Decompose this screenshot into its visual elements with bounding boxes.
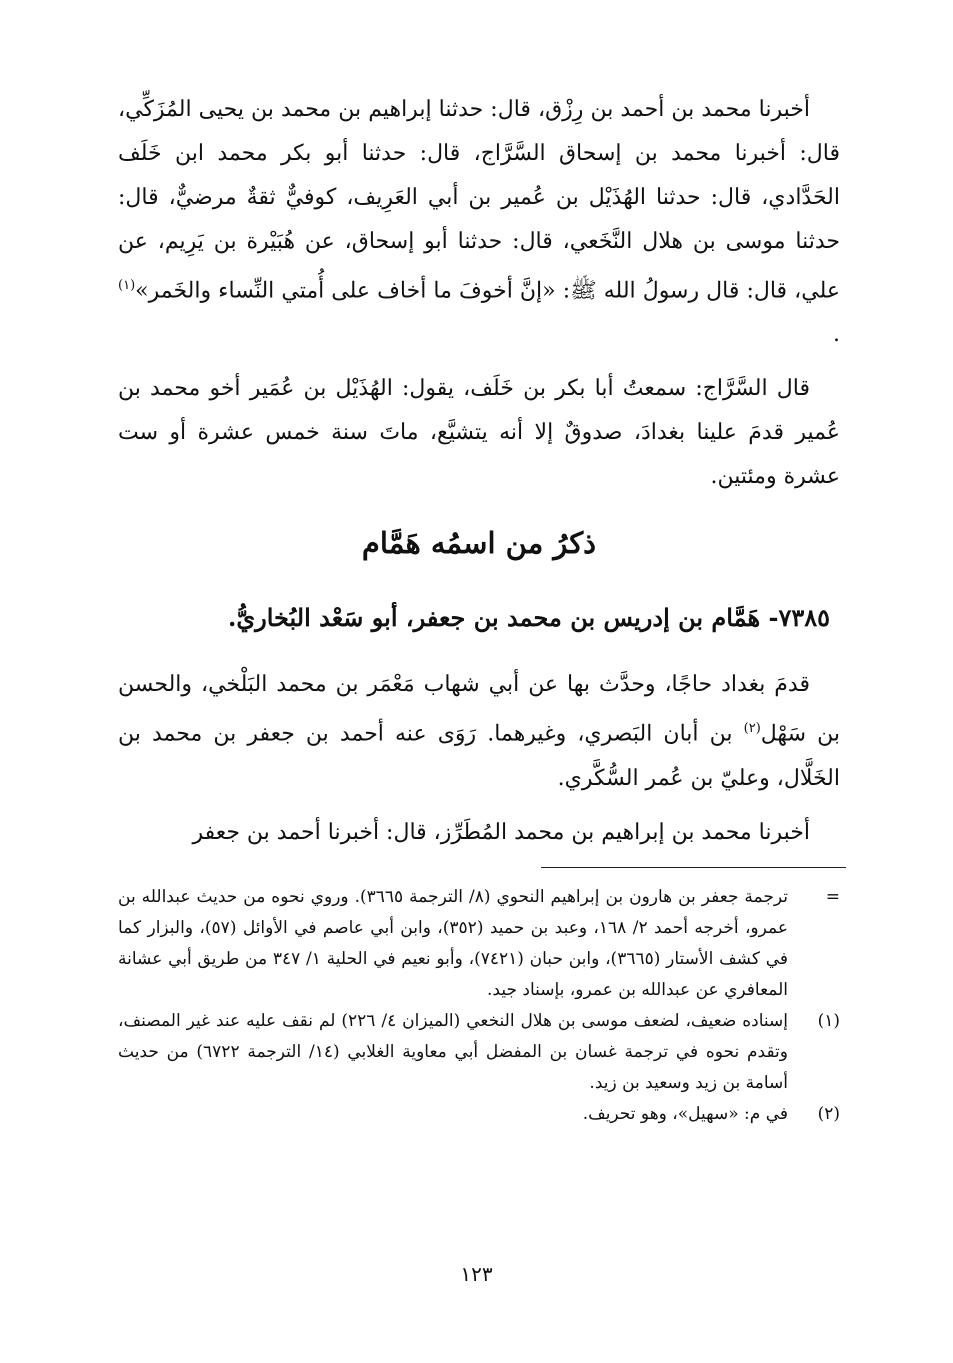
footnote-1 <box>118 1006 840 1099</box>
footnote-text: في م: «سهيل»، وهو تحريف. <box>582 1103 788 1124</box>
paragraph-biography <box>118 663 840 800</box>
paragraph-text: أخبرنا محمد بن أحمد بن رِزْق، قال: حدثنا إبراهيم بن محمد بن يحيى المُزَكِّي، قال: أخبرنا محمد بن إسحاق السَّرَّاج، قال: حدثنا أبو بكر محمد ابن خَلَف الحَدَّادي، قال: حدثنا الهُذَيْل بن عُمير بن أبي العَرِيف، كوفيٌّ ثقةٌ مرضيٌّ، قال: حدثنا موسى بن هلال النَّخَعي، قال: حدثنا أبو إسحاق، عن هُبَيْرة بن يَرِيم، عن علي، قال: قال رسولُ الله ﷺ: «إنَّ أخوفَ ما أخاف على أُمتي النِّساء والخَمر» <box>118 97 840 304</box>
footnote-ref-1[interactable]: (١) <box>118 278 136 293</box>
footnote-text: إسناده ضعيف، لضعف موسى بن هلال النخعي (الميزان ٤/ ٢٢٦) لم نقف عليه عند غير المصنف، وتقدم نحوه في ترجمة غسان بن المفضل أبي معاوية الغلابي (١٤/ الترجمة ٦٧٢٢) من حديث أسامة بن زيد وسعيد بن زيد. <box>118 1010 789 1093</box>
section-title: ذكرُ من اسمُه هَمَّام <box>361 526 597 561</box>
footnote-divider <box>541 867 846 868</box>
footnote-mark: = <box>825 886 840 907</box>
entry-title: ٧٣٨٥- هَمَّام بن إدريس بن محمد بن جعفر، أبو سَعْد البُخاريُّ. <box>227 603 830 633</box>
paragraph-text: قدمَ بغداد حاجًا، وحدَّث بها عن أبي شهاب مَعْمَر بن محمد البَلْخي، والحسن بن سَهْل <box>118 672 840 747</box>
footnote-2 <box>118 1099 840 1130</box>
paragraph-isnad-1 <box>118 88 840 357</box>
paragraph-text-cont: بن أبان البَصري، وغيرهما. رَوَى عنه أحمد بن جعفر بن محمد بن الخَلَّال، وعليّ بن عُمر السُّكَّري. <box>118 721 840 791</box>
paragraph-end: . <box>833 322 840 348</box>
footnote-continued <box>118 882 840 1006</box>
footnotes <box>118 882 840 1130</box>
footnote-text: ترجمة جعفر بن هارون بن إبراهيم النحوي (٨/ الترجمة ٣٦٦٥). وروي نحوه من حديث عبدالله بن عمرو، أخرجه أحمد ٢/ ١٦٨، وعبد بن حميد (٣٥٢)، وابن أبي عاصم في الأوائل (٥٧)، والبزار كما في كشف الأستار (٣٦٦٥)، وابن حبان (٧٤٢١)، وأبو نعيم في الحلية ١/ ٣٤٧ من طريق أبي عشانة المعافري عن عبدالله بن عمرو، بإسناد جيد. <box>118 886 788 1000</box>
page-body <box>118 88 840 1130</box>
footnote-mark: (٢) <box>817 1103 840 1124</box>
footnote-mark: (١) <box>817 1010 840 1031</box>
page-number: ١٢٣ <box>460 1262 493 1286</box>
paragraph-isnad-2: أخبرنا محمد بن إبراهيم بن محمد المُطَرِّز، قال: أخبرنا أحمد بن جعفر <box>192 819 810 845</box>
paragraph-sarraj: قال السَّرَّاج: سمعتُ أبا بكر بن خَلَف، يقول: الهُذَيْل بن عُمَير أخو محمد بن عُمير قدمَ علينا بغدادَ، صدوقٌ إلا أنه يتشيَّع، ماتَ سنة خمس عشرة أو ست عشرة ومئتين. <box>118 376 840 490</box>
footnote-ref-2[interactable]: (٢) <box>743 721 761 737</box>
